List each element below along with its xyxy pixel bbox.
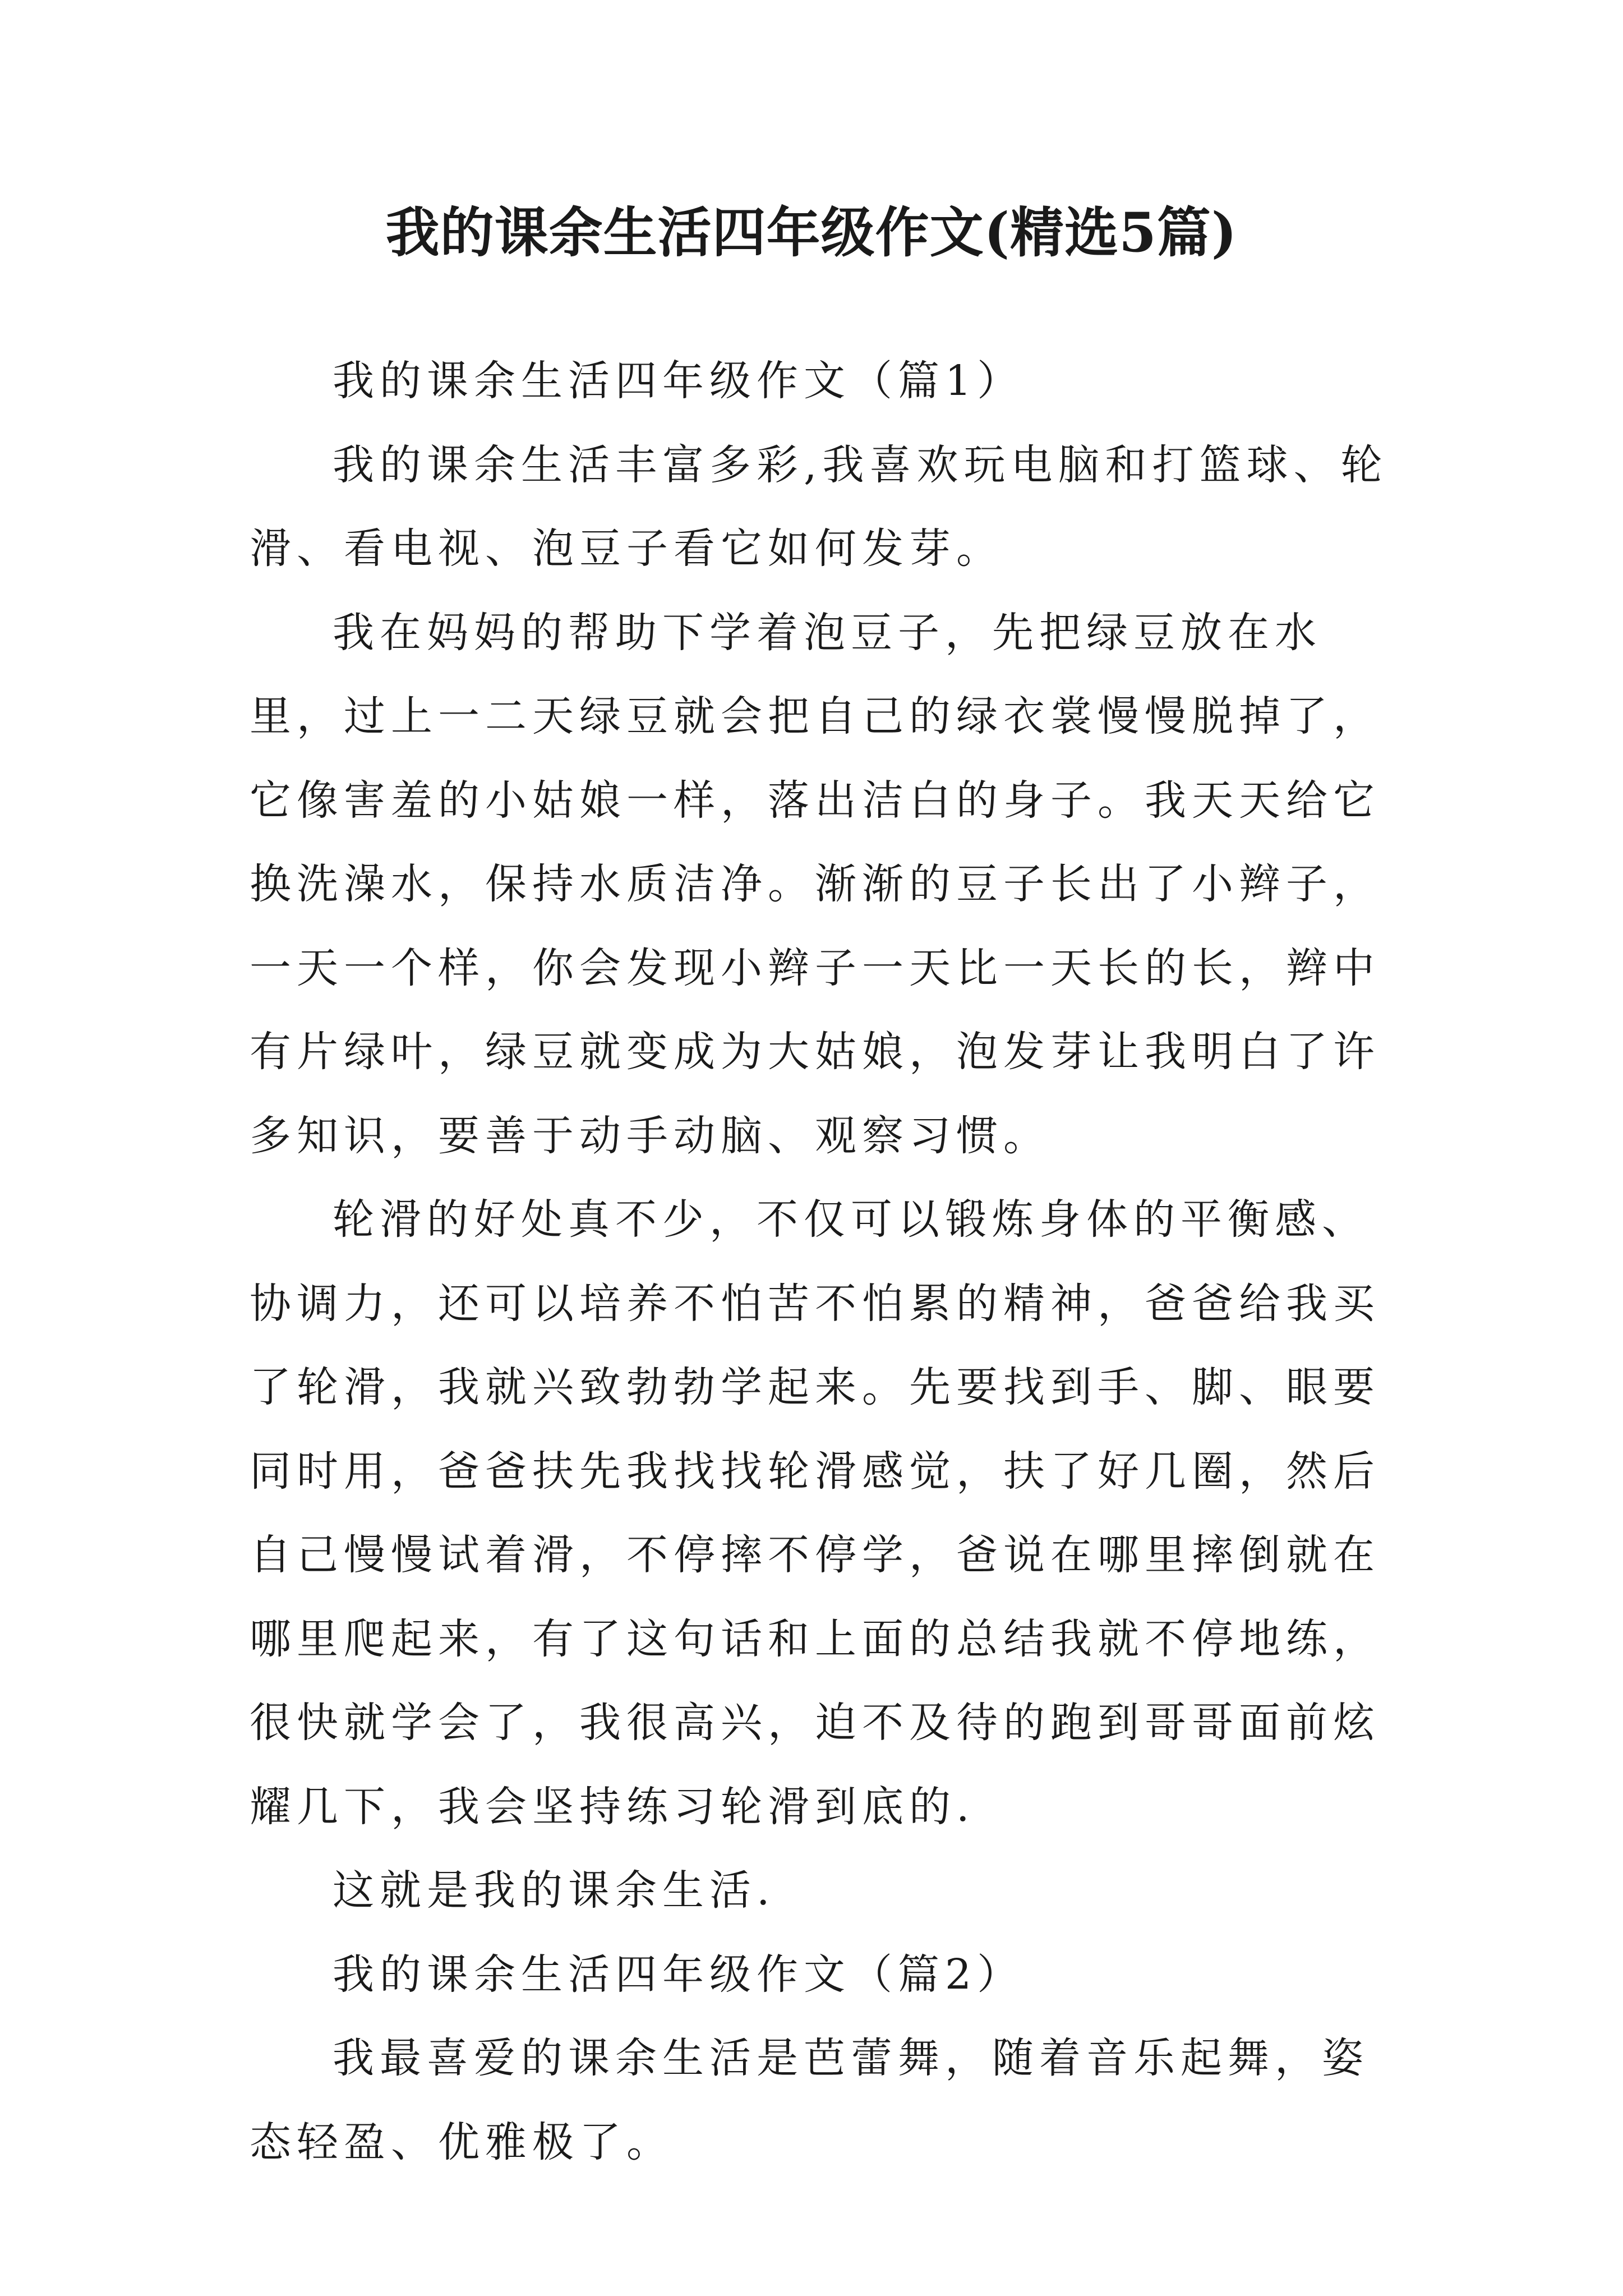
- section-heading-1: 我的课余生活四年级作文（篇1）: [333, 357, 1025, 405]
- document-title: 我的课余生活四年级作文(精选5篇): [385, 201, 1238, 264]
- paragraph: 这就是我的课余生活.: [333, 1866, 776, 1915]
- paragraph: 我的课余生活丰富多彩,我喜欢玩电脑和打篮球、轮滑、看电视、泡豆子看它如何发芽。: [250, 440, 1388, 573]
- paragraph: 我在妈妈的帮助下学着泡豆子，先把绿豆放在水里，过上一二天绿豆就会把自己的绿衣裳慢慢脱掉了，它像害羞的小姑娘一样，落出洁白的身子。我天天给它换洗澡水，保持水质洁净。渐渐的豆子长出了小辫子，一天一个样，你会发现小辫子一天比一天长的长，辫中有片绿叶，绿豆就变成为大姑娘，泡发芽让我明白了许多知识，要善于动手动脑、观察习惯。: [250, 608, 1380, 1160]
- paragraph: 轮滑的好处真不少，不仅可以锻炼身体的平衡感、协调力，还可以培养不怕苦不怕累的精神，爸爸给我买了轮滑，我就兴致勃勃学起来。先要找到手、脚、眼要同时用，爸爸扶先我找找轮滑感觉，扶了好几圈，然后自己慢慢试着滑，不停摔不停学，爸说在哪里摔倒就在哪里爬起来，有了这句话和上面的总结我就不停地练，很快就学会了，我很高兴，迫不及待的跑到哥哥面前炫耀几下，我会坚持练习轮滑到底的.: [250, 1195, 1380, 1831]
- section-heading-2: 我的课余生活四年级作文（篇2）: [333, 1950, 1025, 1999]
- document-body: [250, 339, 1394, 2184]
- paragraph: 我最喜爱的课余生活是芭蕾舞，随着音乐起舞，姿态轻盈、优雅极了。: [250, 2034, 1369, 2166]
